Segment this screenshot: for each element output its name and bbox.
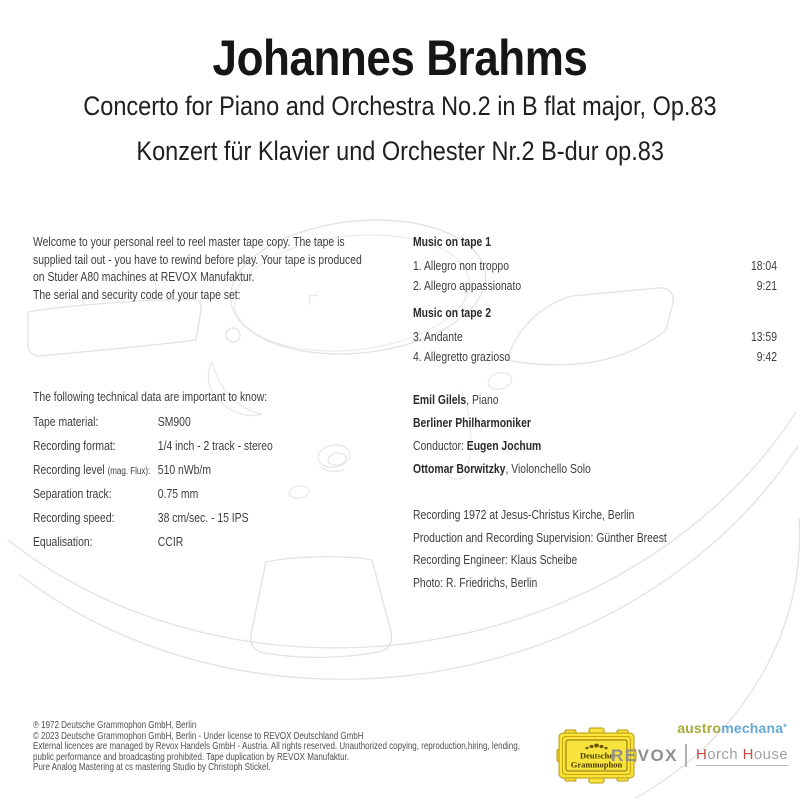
track-duration: 9:42 [756,348,777,364]
credit-line: Ottomar Borwitzky, Violonchello Solo [413,461,591,476]
tech-row [33,483,403,507]
revox-horchhouse-logos [611,744,788,767]
tech-value: 0.75 mm [157,486,199,501]
intro-line: on Studer A80 machines at REVOX Manufaktur. [33,269,255,284]
intro-line: The serial and security code of your tape set: [33,286,241,302]
composer-title: Johannes Brahms [212,30,588,86]
legal-line: ℗ 1972 Deutsche Grammophon GmbH, Berlin [33,720,197,731]
revox-logo: REVOX [611,745,679,765]
track-duration: 9:21 [756,277,777,293]
tech-label: Separation track: [33,486,112,501]
tech-value: SM900 [157,414,191,429]
technical-heading: The following technical data are important to know: [33,389,268,404]
legal-fine-print [33,721,593,774]
reel-spoke-bottom [251,557,392,658]
work-title-german: Konzert für Klavier und Orchester Nr.2 B-dur op.83 [136,136,664,166]
work-title-english: Concerto for Piano and Orchestra No.2 in B flat major, Op.83 [83,91,717,121]
legal-line: public performance and broadcasting prohibited. Tape duplication by REVOX Manufaktur. [33,751,350,763]
intro-line: supplied tail out - you have to rewind before play. Your tape is produced [33,251,362,267]
tech-row [33,411,403,435]
production-line: Photo: R. Friedrichs, Berlin [413,574,538,590]
production-line: Production and Recording Supervision: Günther Breest [413,529,667,545]
legal-line: Pure Analog Mastering at cs mastering Studio by Christoph Stickel. [33,762,271,774]
tech-label: Recording level (mag. Flux): [33,462,151,477]
track-title: 2. Allegro appassionato [413,277,522,293]
legal-line: © 2023 Deutsche Grammophon GmbH, Berlin - Under license to REVOX Deutschland GmbH [33,730,364,742]
header [0,30,800,176]
tech-row [33,459,403,483]
tracklist [413,233,777,366]
credit-line: Conductor: Eugen Jochum [413,438,542,453]
track-title: 1. Allegro non troppo [413,258,509,273]
tech-label: Recording speed: [33,510,115,525]
tape2-heading: Music on tape 2 [413,305,492,320]
tech-value: CCIR [157,534,184,549]
tech-value: 38 cm/sec. - 15 IPS [157,510,249,525]
horch-house-logo: Horch House [696,746,788,766]
tech-label: Recording format: [33,438,116,453]
legal-line: External licences are managed by Revox Handels GmbH - Austria. All rights reserved. Unauthorized copying, reproduction,hiring, lending, [33,741,520,753]
track-title: 3. Andante [413,329,463,344]
intro-line: Welcome to your personal reel to reel master tape copy. The tape is [33,234,345,249]
austromechana-logo [677,720,787,736]
tech-value: 1/4 inch - 2 track - stereo [157,438,273,453]
production-block [413,504,777,594]
austromechana-asterisk: * [783,722,787,732]
track-row [413,276,777,296]
austromechana-austro: austro [677,720,722,736]
tech-row [33,435,403,459]
track-title: 4. Allegretto grazioso [413,348,511,364]
credit-line: Berliner Philharmoniker [413,415,531,430]
tech-label: Tape material: [33,414,99,429]
technical-data [33,388,403,555]
reel-hub-hole [226,328,240,342]
logo-divider [685,744,687,767]
production-line: Recording 1972 at Jesus-Christus Kirche, Berlin [413,507,635,522]
tape1-block [413,233,777,295]
credits [413,388,777,594]
track-row [413,347,777,367]
performers-block [413,388,777,480]
credit-line: Emil Gilels, Piano [413,392,499,407]
production-line: Recording Engineer: Klaus Scheibe [413,552,578,567]
austromechana-mechana: mechana [721,720,784,736]
track-duration: 18:04 [750,258,777,273]
tech-label: Equalisation: [33,534,93,549]
tape2-block [413,304,777,366]
dg-logo-text-line1: Deutsche [579,750,614,761]
track-duration: 13:59 [750,329,777,344]
reel-spoke-left [28,299,201,356]
tape1-heading: Music on tape 1 [413,234,492,249]
tech-row [33,531,403,555]
track-row [413,256,777,276]
tech-value: 510 nWb/m [157,462,211,477]
intro-paragraph [33,233,403,303]
track-row [413,327,777,347]
dg-logo-text-line2: Grammophon [570,759,623,770]
tech-row [33,507,403,531]
